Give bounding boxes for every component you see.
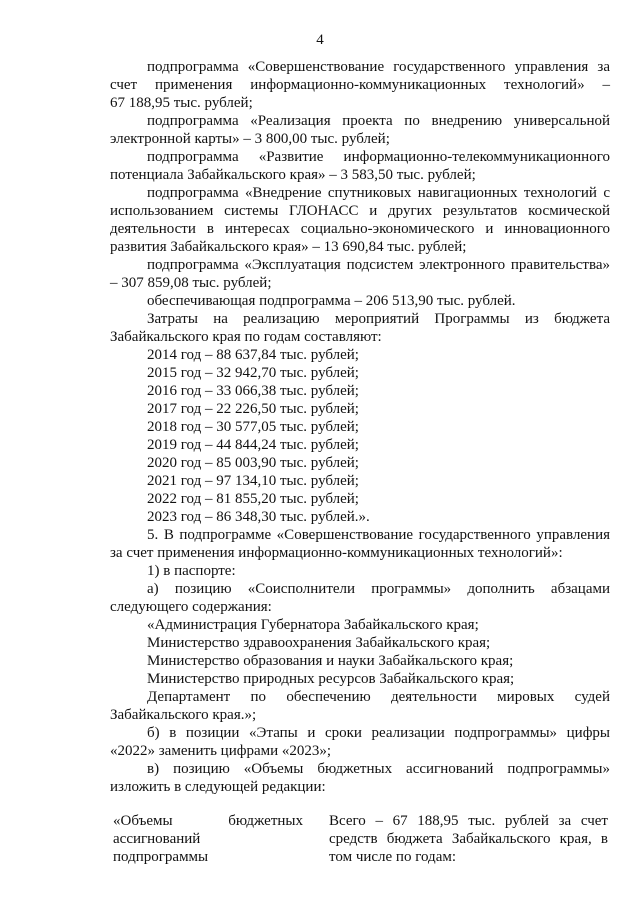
text-line: «Администрация Губернатора Забайкальского края; — [147, 617, 479, 633]
text-line: Министерство природных ресурсов Забайкальского края; — [147, 671, 515, 687]
text-line: использованием системы ГЛОНАСС и других результатов космической — [110, 203, 610, 219]
text-line: Затраты на реализацию мероприятий Программы из бюджета — [147, 311, 610, 327]
text-line: электронной карты» – 3 800,00 тыс. рублей; — [110, 131, 390, 147]
text-line: обеспечивающая подпрограмма – 206 513,90 тыс. рублей. — [147, 293, 516, 309]
text-line: – 307 859,08 тыс. рублей; — [110, 275, 272, 291]
text-line: подпрограмма «Реализация проекта по внедрению универсальной — [147, 113, 610, 129]
table-right-cell-line: Всего – 67 188,95 тыс. рублей за счет — [329, 813, 608, 829]
text-line: Министерство здравоохранения Забайкальского края; — [147, 635, 491, 651]
text-line: «2022» заменить цифрами «2023»; — [110, 743, 332, 759]
year-line: 2018 год – 30 577,05 тыс. рублей; — [147, 419, 359, 435]
text-line: счет применения информационно-коммуникационных технологий» – — [110, 77, 610, 93]
table-left-cell-line: «Объемы бюджетных — [113, 813, 303, 829]
year-line: 2014 год – 88 637,84 тыс. рублей; — [147, 347, 359, 363]
year-line: 2021 год – 97 134,10 тыс. рублей; — [147, 473, 359, 489]
text-line: Министерство образования и науки Забайкальского края; — [147, 653, 514, 669]
text-line: 67 188,95 тыс. рублей; — [110, 95, 253, 111]
text-line: деятельности в интересах социально-экономического и инновационного — [110, 221, 610, 237]
text-line: Забайкальского края.»; — [110, 707, 257, 723]
year-line: 2017 год – 22 226,50 тыс. рублей; — [147, 401, 359, 417]
year-line: 2022 год – 81 855,20 тыс. рублей; — [147, 491, 359, 507]
text-line: Департамент по обеспечению деятельности мировых судей — [147, 689, 610, 705]
table-left-cell-line: ассигнований — [113, 831, 201, 847]
table-right-cell-line: средств бюджета Забайкальского края, в — [329, 831, 608, 847]
year-line: 2023 год – 86 348,30 тыс. рублей.». — [147, 509, 370, 525]
text-line: б) в позиции «Этапы и сроки реализации подпрограммы» цифры — [147, 725, 610, 741]
text-line: развития Забайкальского края» – 13 690,84 тыс. рублей; — [110, 239, 467, 255]
text-line: изложить в следующей редакции: — [110, 779, 326, 795]
text-line: следующего содержания: — [110, 599, 272, 615]
text-line: подпрограмма «Эксплуатация подсистем электронного правительства» — [147, 257, 610, 273]
year-line: 2020 год – 85 003,90 тыс. рублей; — [147, 455, 359, 471]
text-line: подпрограмма «Совершенствование государственного управления за — [147, 59, 610, 75]
year-line: 2016 год – 33 066,38 тыс. рублей; — [147, 383, 359, 399]
year-line: 2019 год – 44 844,24 тыс. рублей; — [147, 437, 359, 453]
text-line: 1) в паспорте: — [147, 563, 236, 579]
page-number: 4 — [316, 32, 324, 48]
text-line: в) позицию «Объемы бюджетных ассигнований подпрограммы» — [147, 761, 610, 777]
text-line: а) позицию «Соисполнители программы» дополнить абзацами — [147, 581, 610, 597]
year-line: 2015 год – 32 942,70 тыс. рублей; — [147, 365, 359, 381]
text-line: за счет применения информационно-коммуникационных технологий»: — [110, 545, 563, 561]
text-line: Забайкальского края по годам составляют: — [110, 329, 382, 345]
table-right-cell-line: том числе по годам: — [329, 849, 457, 865]
text-line: 5. В подпрограмме «Совершенствование государственного управления — [147, 527, 610, 543]
text-line: подпрограмма «Внедрение спутниковых навигационных технологий с — [147, 185, 610, 201]
text-line: потенциала Забайкальского края» – 3 583,50 тыс. рублей; — [110, 167, 476, 183]
table-left-cell-line: подпрограммы — [113, 849, 209, 865]
text-line: подпрограмма «Развитие информационно-телекоммуникационного — [147, 149, 610, 165]
